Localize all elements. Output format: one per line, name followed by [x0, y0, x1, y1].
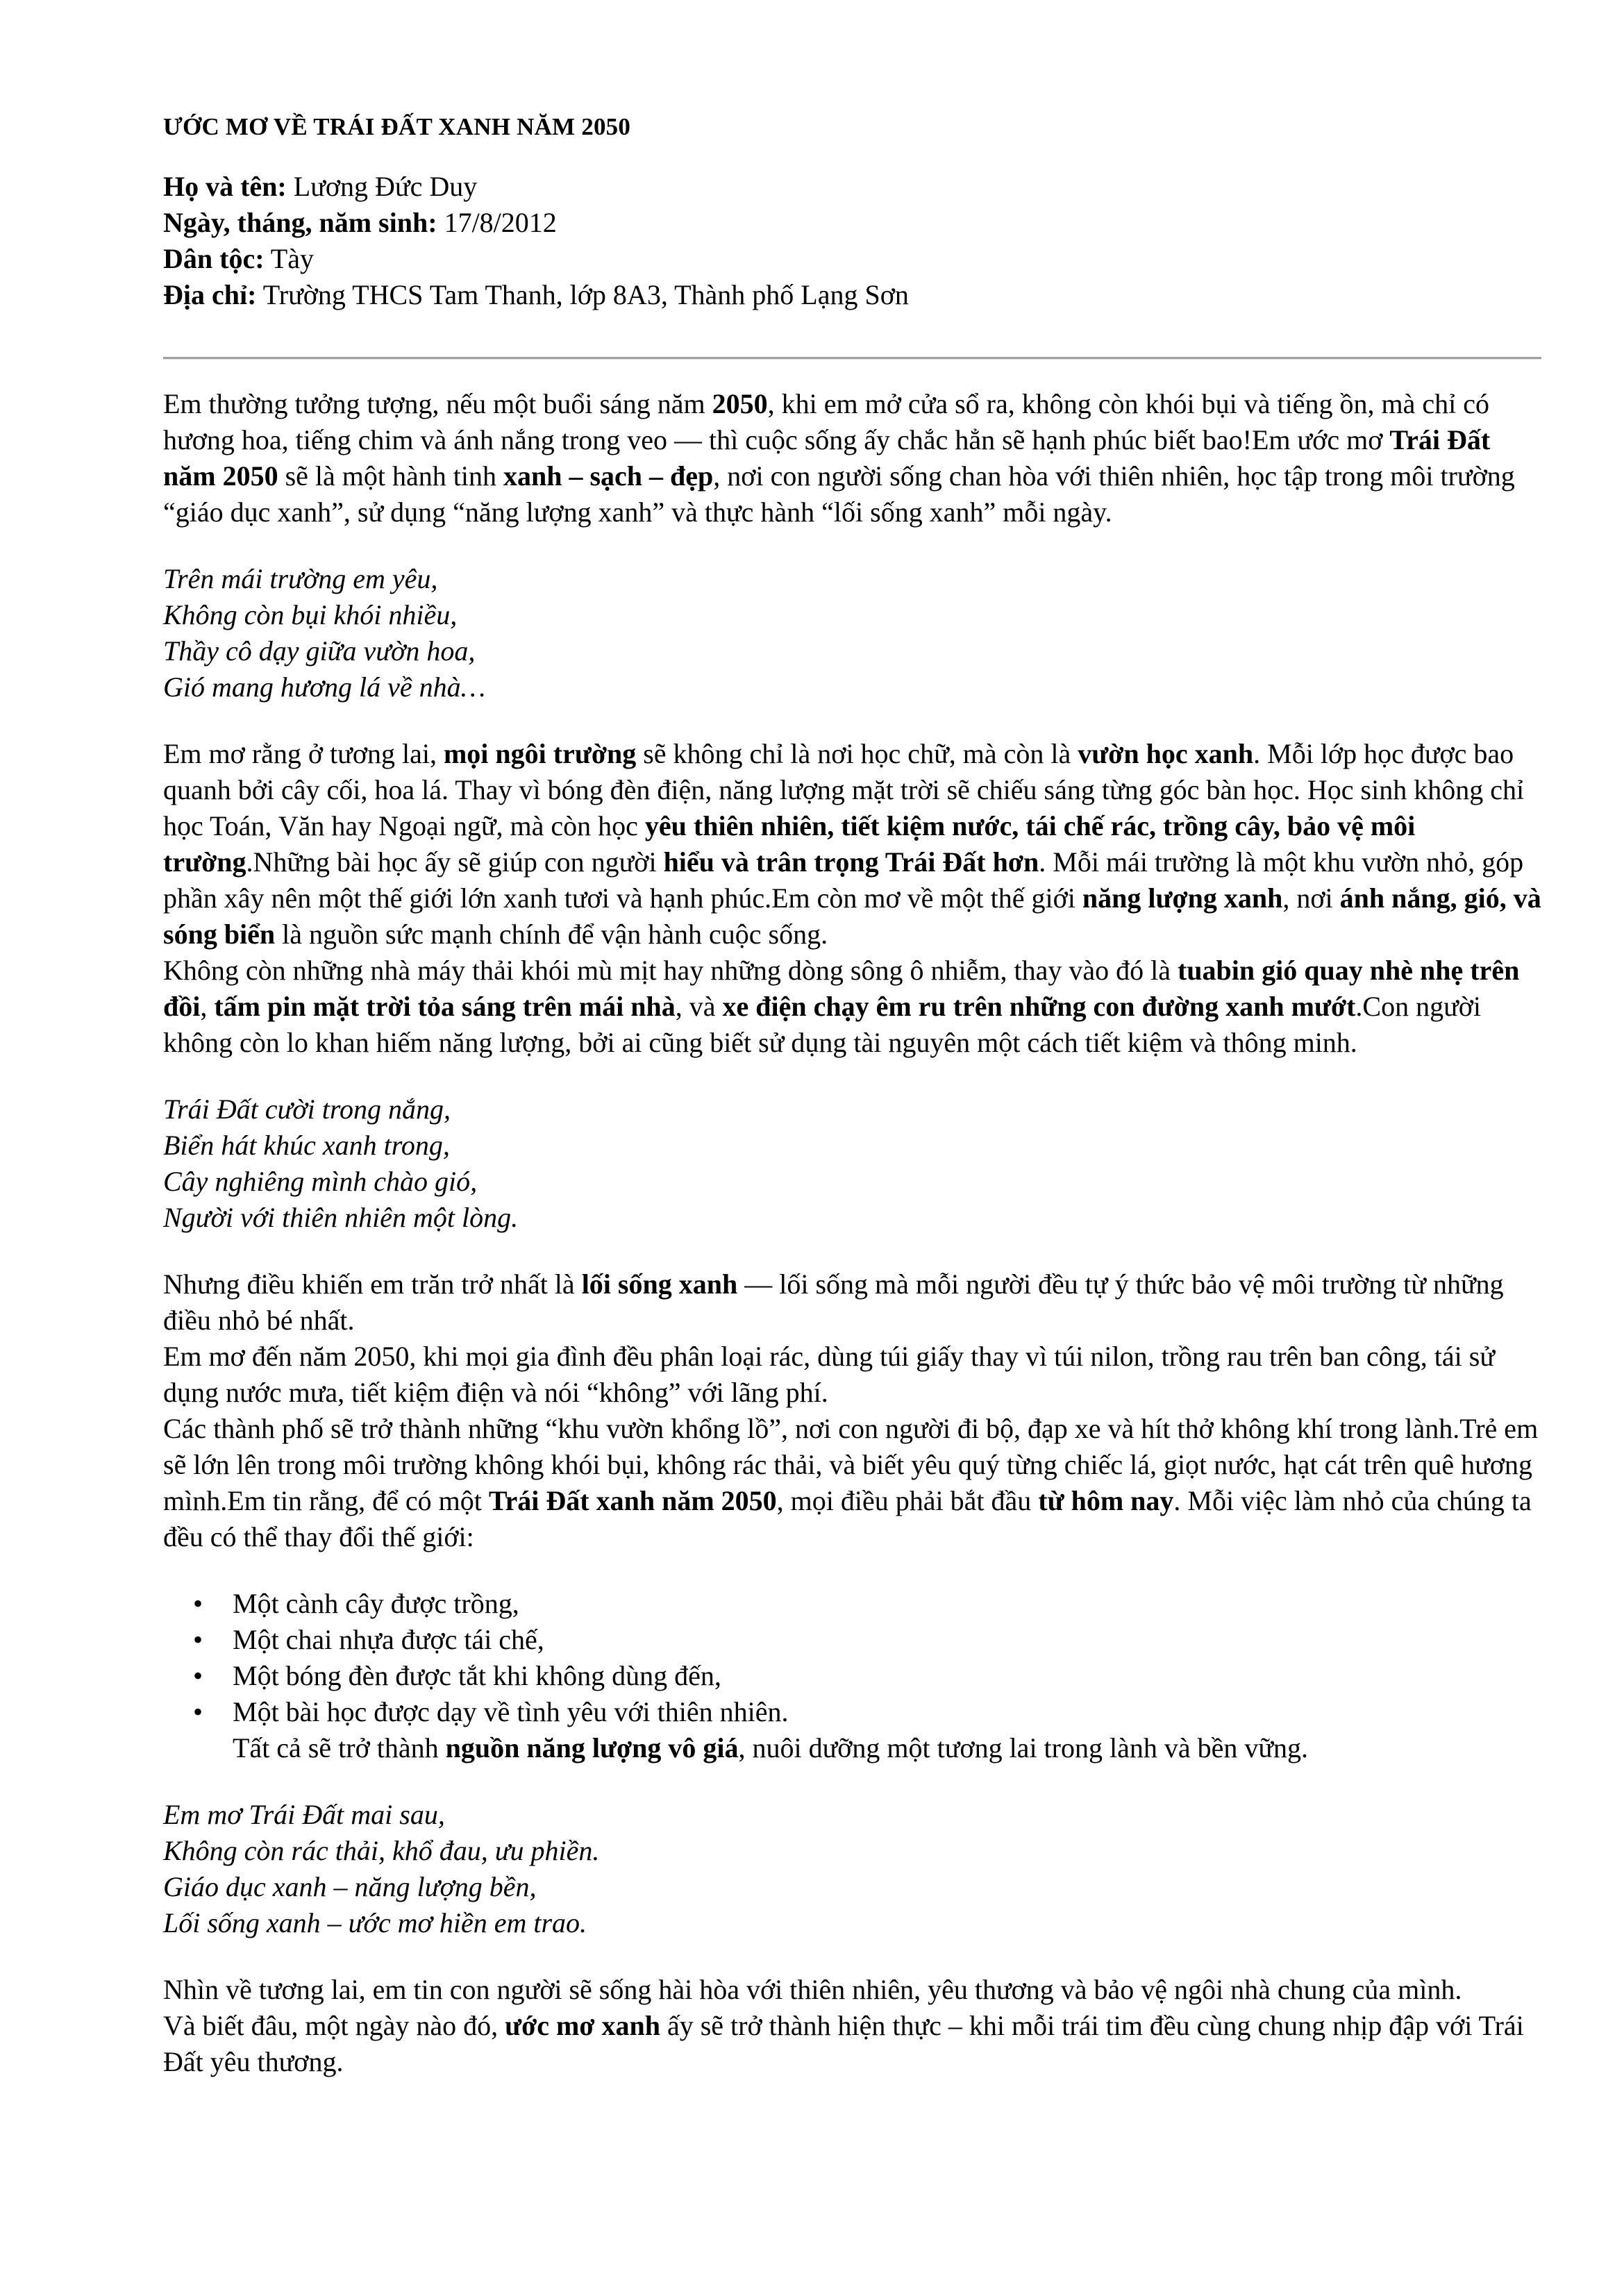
list-item-text: Một chai nhựa được tái chế,: [233, 1624, 544, 1655]
bold-run: nguồn năng lượng vô giá: [445, 1732, 739, 1763]
bold-run: từ hôm nay: [1038, 1485, 1174, 1516]
paragraph-intro: [163, 386, 1541, 530]
bold-run: xe điện chạy êm ru trên những con đường xanh mướt: [722, 991, 1356, 1022]
document-title: ƯỚC MƠ VỀ TRÁI ĐẤT XANH NĂM 2050: [163, 113, 631, 140]
paragraph-future: Nhìn về tương lai, em tin con người sẽ sống hài hòa với thiên nhiên, yêu thương và bảo vệ ngôi nhà chung của mình.: [163, 1974, 1462, 2005]
info-label: Họ và tên:: [163, 171, 287, 202]
text-run: , khi em mở cửa sổ ra, không còn khói bụi và tiếng ồn, mà chỉ có hương hoa, tiếng chim và ánh nắng trong veo — thì cuộc sống ấy chắc hẳn sẽ hạnh phúc biết bao!Em ước mơ: [163, 388, 1489, 455]
bold-run: xanh – sạch – đẹp: [503, 460, 714, 492]
text-run: ,: [200, 991, 215, 1022]
bold-run: tấm pin mặt trời tỏa sáng trên mái nhà: [214, 991, 676, 1022]
info-birthdate: [163, 205, 909, 241]
bold-run: hiểu và trân trọng Trái Đất hơn: [663, 846, 1039, 878]
bold-run: lối sống xanh: [581, 1268, 738, 1300]
bold-run: tuabin gió quay nhè nhẹ trên đồi: [163, 955, 1520, 1022]
list-item: [163, 1622, 1541, 1658]
text-run: Không còn những nhà máy thải khói mù mịt hay những dòng sông ô nhiễm, thay vào đó là: [163, 955, 1178, 986]
list-item: [163, 1658, 1541, 1694]
list-item-text: Một bóng đèn được tắt khi không dùng đến,: [233, 1660, 721, 1691]
bold-run: Trái Đất xanh năm 2050: [488, 1485, 777, 1516]
poem-line: Lối sống xanh – ước mơ hiền em trao.: [163, 1907, 587, 1938]
text-run: Các thành phố sẽ trở thành những “khu vườn khổng lồ”, nơi con người đi bộ, đạp xe và hít thở không khí trong lành.Trẻ em sẽ lớn lên trong môi trường không khói bụi, không rác thải, và biết yêu quý từng chiếc lá, giọt nước, hạt cát trên quê hương mình.Em tin rằng, để có một: [163, 1413, 1539, 1516]
poem-line: Không còn bụi khói nhiều,: [163, 599, 458, 630]
paragraph-green-energy: [163, 953, 1541, 1061]
paragraph-green-lifestyle: [163, 1266, 1541, 1339]
bold-run: Trái Đất năm 2050: [163, 424, 1491, 492]
bullet-icon: •: [193, 1588, 203, 1619]
text-run: . Mỗi việc làm nhỏ của chúng ta đều có thể thay đổi thế giới:: [163, 1485, 1532, 1552]
text-run: — lối sống mà mỗi người đều tự ý thức bảo vệ môi trường từ những điều nhỏ bé nhất.: [163, 1268, 1504, 1336]
text-run: Em thường tưởng tượng, nếu một buổi sáng năm: [163, 388, 712, 419]
paragraph-green-school: [163, 736, 1541, 953]
bold-run: 2050: [712, 388, 768, 419]
text-run: Em mơ rằng ở tương lai,: [163, 738, 444, 769]
bullet-icon: •: [193, 1696, 203, 1727]
poem-line: Giáo dục xanh – năng lượng bền,: [163, 1871, 537, 1902]
poem-line: Gió mang hương lá về nhà…: [163, 671, 486, 703]
bullet-icon: •: [193, 1660, 203, 1691]
poem-line: Trái Đất cười trong nắng,: [163, 1093, 451, 1125]
info-label: Ngày, tháng, năm sinh:: [163, 207, 437, 238]
text-run: sẽ không chỉ là nơi học chữ, mà còn là: [636, 738, 1078, 769]
poem-line: Không còn rác thải, khổ đau, ưu phiền.: [163, 1835, 600, 1866]
poem-line: Biển hát khúc xanh trong,: [163, 1130, 450, 1161]
info-value: 17/8/2012: [437, 207, 557, 238]
text-run: Và biết đâu, một ngày nào đó,: [163, 2010, 505, 2041]
text-run: ấy sẽ trở thành hiện thực – khi mỗi trái tim đều cùng chung nhịp đập với Trái Đất yêu thương.: [163, 2010, 1524, 2077]
text-run: , và: [675, 991, 723, 1022]
horizontal-divider: [163, 357, 1541, 360]
info-value: Lương Đức Duy: [286, 171, 478, 202]
list-conclusion: [163, 1730, 1541, 1766]
text-run: . Mỗi lớp học được bao quanh bởi cây cối, hoa lá. Thay vì bóng đèn điện, năng lượng mặt trời sẽ chiếu sáng từng góc bàn học. Học sinh không chỉ học Toán, Văn hay Ngoại ngữ, mà còn học: [163, 738, 1525, 841]
info-label: Địa chỉ:: [163, 279, 257, 310]
info-value: Trường THCS Tam Thanh, lớp 8A3, Thành phố Lạng Sơn: [256, 279, 909, 310]
text-run: , nuôi dưỡng một tương lai trong lành và bền vững.: [738, 1732, 1309, 1763]
text-run: , mọi điều phải bắt đầu: [776, 1485, 1039, 1516]
essay-body: [163, 386, 1541, 2080]
bold-run: năng lượng xanh: [1082, 882, 1283, 914]
paragraph-closing: [163, 2008, 1541, 2080]
info-address: [163, 277, 909, 313]
poem-stanza-2: [163, 1091, 1541, 1236]
bold-run: ước mơ xanh: [505, 2010, 660, 2041]
text-run: .Những bài học ấy sẽ giúp con người: [246, 846, 664, 878]
poem-line: Thầy cô dạy giữa vườn hoa,: [163, 635, 476, 667]
poem-line: Trên mái trường em yêu,: [163, 563, 438, 594]
bold-run: ánh nắng, gió, và sóng biển: [163, 882, 1541, 950]
text-run: , nơi con người sống chan hòa với thiên nhiên, học tập trong môi trường “giáo dục xanh”, sử dụng “năng lượng xanh” và thực hành “lối sống xanh” mỗi ngày.: [163, 460, 1515, 528]
poem-line: Người với thiên nhiên một lòng.: [163, 1202, 519, 1233]
small-actions-list: [163, 1586, 1541, 1730]
text-run: sẽ là một hành tinh: [278, 460, 503, 492]
text-run: .Con người không còn lo khan hiếm năng lượng, bởi ai cũng biết sử dụng tài nguyên một cách tiết kiệm và thông minh.: [163, 991, 1482, 1058]
list-item: [163, 1586, 1541, 1622]
text-run: Tất cả sẽ trở thành: [233, 1732, 446, 1763]
bullet-icon: •: [193, 1624, 203, 1655]
text-run: . Mỗi mái trường là một khu vườn nhỏ, góp phần xây nên một thế giới lớn xanh tươi và hạnh phúc.Em còn mơ về một thế giới: [163, 846, 1524, 914]
bold-run: mọi ngôi trường: [443, 738, 637, 769]
poem-line: Em mơ Trái Đất mai sau,: [163, 1799, 445, 1830]
paragraph-green-cities: [163, 1411, 1541, 1555]
list-item: [163, 1694, 1541, 1730]
bold-run: vườn học xanh: [1078, 738, 1254, 769]
poem-line: Cây nghiêng mình chào gió,: [163, 1166, 478, 1197]
info-value: Tày: [264, 243, 314, 274]
bold-run: yêu thiên nhiên, tiết kiệm nước, tái chế rác, trồng cây, bảo vệ môi trường: [163, 810, 1416, 878]
info-ethnicity: [163, 241, 909, 277]
text-run: Nhưng điều khiến em trăn trở nhất là: [163, 1268, 582, 1300]
poem-stanza-3: [163, 1797, 1541, 1941]
text-run: là nguồn sức mạnh chính để vận hành cuộc sống.: [275, 919, 828, 950]
paragraph-family-habits: Em mơ đến năm 2050, khi mọi gia đình đều phân loại rác, dùng túi giấy thay vì túi nilon, trồng rau trên ban công, tái sử dụng nước mưa, tiết kiệm điện và nói “không” với lãng phí.: [163, 1341, 1496, 1408]
text-run: , nơi: [1282, 882, 1340, 914]
info-label: Dân tộc:: [163, 243, 265, 274]
student-info: [163, 169, 909, 313]
list-item-text: Một bài học được dạy về tình yêu với thiên nhiên.: [233, 1696, 789, 1727]
list-item-text: Một cành cây được trồng,: [233, 1588, 519, 1619]
info-name: [163, 169, 909, 205]
poem-stanza-1: [163, 561, 1541, 705]
